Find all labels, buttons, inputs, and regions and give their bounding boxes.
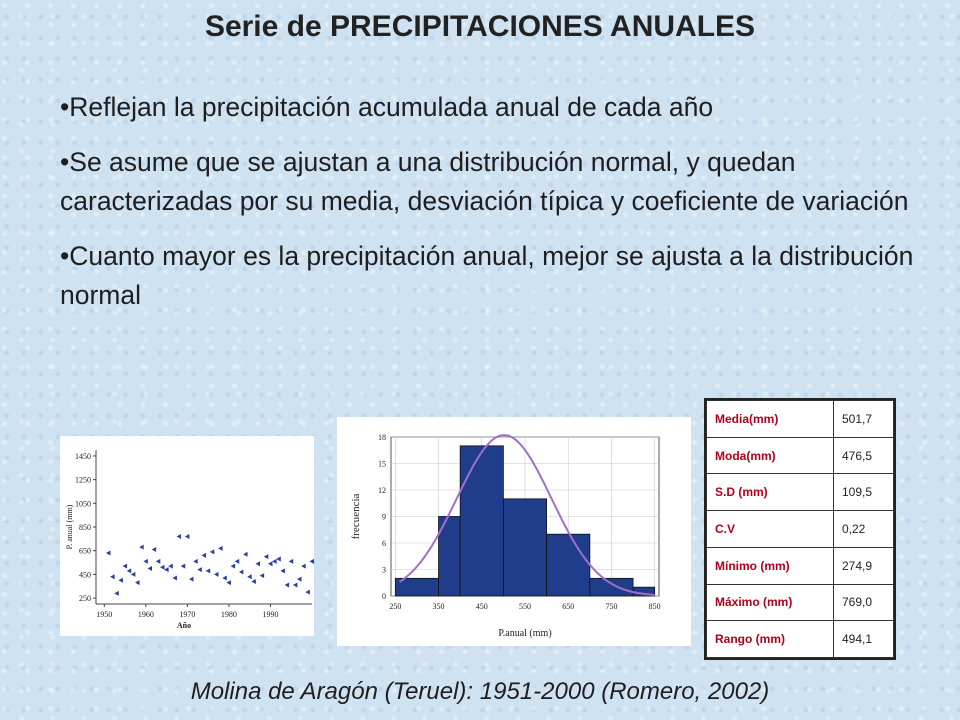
statistics-table xyxy=(704,398,896,660)
slide-title: Serie de PRECIPITACIONES ANUALES xyxy=(204,10,756,43)
y-tick-label: 1250 xyxy=(75,475,91,485)
stat-value: 476,5 xyxy=(834,437,894,474)
scatter-point xyxy=(280,568,285,573)
scatter-point xyxy=(264,554,269,559)
y-axis-label: frecuencia xyxy=(350,493,362,540)
scatter-point xyxy=(177,534,182,539)
histogram-bar xyxy=(590,578,633,596)
x-tick-label: 550 xyxy=(519,602,531,611)
x-tick-label: 450 xyxy=(475,602,488,611)
scatter-chart xyxy=(60,436,314,636)
bullet-list xyxy=(60,88,920,331)
scatter-point xyxy=(143,559,148,564)
scatter-point xyxy=(206,568,211,573)
y-tick-label: 3 xyxy=(382,565,386,575)
histogram-bar xyxy=(503,499,546,596)
stat-label: C.V xyxy=(707,511,834,548)
table-row xyxy=(707,511,894,548)
scatter-point xyxy=(256,561,261,566)
scatter-chart-panel xyxy=(60,436,314,636)
histogram-chart-panel xyxy=(337,417,691,646)
scatter-point xyxy=(210,549,215,554)
bullet-item: •Reflejan la precipitación acumulada anual de cada año xyxy=(60,92,714,122)
scatter-point xyxy=(181,564,186,569)
x-tick-label: 1970 xyxy=(179,610,196,619)
y-tick-label: 18 xyxy=(378,433,386,442)
scatter-point xyxy=(222,575,227,580)
scatter-point xyxy=(135,580,140,585)
scatter-point xyxy=(289,559,294,564)
y-tick-label: 450 xyxy=(79,570,91,580)
bullet-item: •Cuanto mayor es la precipitación anual, mejor se ajusta a la distribución normal xyxy=(60,241,914,310)
x-axis-label: Año xyxy=(176,621,192,630)
scatter-point xyxy=(131,572,136,577)
stat-value: 274,9 xyxy=(834,547,894,584)
y-tick-label: 0 xyxy=(382,592,386,601)
y-tick-label: 650 xyxy=(79,546,91,556)
histogram-bar xyxy=(460,446,503,596)
table-row xyxy=(707,584,894,621)
stat-label: Máximo (mm) xyxy=(707,584,834,621)
stat-label: Moda(mm) xyxy=(707,437,834,474)
stat-value: 501,7 xyxy=(834,401,894,438)
scatter-point xyxy=(247,574,252,579)
scatter-point xyxy=(305,590,310,595)
table-row xyxy=(707,547,894,584)
scatter-point xyxy=(231,564,236,569)
stat-value: 494,1 xyxy=(834,621,894,658)
scatter-point xyxy=(251,579,256,584)
scatter-point xyxy=(239,570,244,575)
scatter-point xyxy=(276,556,281,561)
scatter-point xyxy=(110,574,115,579)
stat-value: 769,0 xyxy=(834,584,894,621)
scatter-point xyxy=(148,566,153,571)
scatter-point xyxy=(139,545,144,550)
scatter-point xyxy=(235,559,240,564)
y-tick-label: 6 xyxy=(382,539,386,548)
x-tick-label: 750 xyxy=(605,602,618,611)
stat-label: Media(mm) xyxy=(707,401,834,438)
scatter-point xyxy=(293,583,298,588)
y-tick-label: 850 xyxy=(79,523,91,532)
stat-value: 109,5 xyxy=(834,474,894,511)
y-tick-label: 250 xyxy=(79,594,91,604)
stat-label: Mínimo (mm) xyxy=(707,547,834,584)
table-row xyxy=(707,401,894,438)
scatter-point xyxy=(118,578,123,583)
scatter-point xyxy=(310,559,315,564)
scatter-point xyxy=(214,572,219,577)
scatter-point xyxy=(268,561,273,566)
scatter-point xyxy=(189,577,194,582)
scatter-point xyxy=(301,564,306,569)
scatter-point xyxy=(164,567,169,572)
scatter-point xyxy=(297,577,302,582)
histogram-bar xyxy=(547,534,590,596)
table-row xyxy=(707,621,894,658)
bullet-item: •Se asume que se ajustan a una distribución normal, y quedan caracterizadas por su media, desviación típica y coeficiente de variación xyxy=(60,147,909,216)
y-tick-label: 15 xyxy=(378,459,386,469)
x-tick-label: 650 xyxy=(562,602,575,611)
y-tick-label: 12 xyxy=(378,486,386,495)
scatter-point xyxy=(260,573,265,578)
scatter-point xyxy=(114,591,119,596)
x-tick-label: 850 xyxy=(648,602,661,611)
x-tick-label: 1980 xyxy=(220,610,237,619)
table-row xyxy=(707,437,894,474)
scatter-point xyxy=(156,559,161,564)
x-tick-label: 350 xyxy=(432,602,445,611)
y-tick-label: 1050 xyxy=(75,499,91,509)
x-axis-label: P.anual (mm) xyxy=(498,628,552,639)
table-row xyxy=(707,474,894,511)
slide-caption: Molina de Aragón (Teruel): 1951-2000 (Romero, 2002) xyxy=(190,678,770,705)
y-axis-label: P. anual (mm) xyxy=(65,504,74,550)
scatter-point xyxy=(202,553,207,558)
y-tick-label: 1450 xyxy=(75,451,91,461)
x-tick-label: 250 xyxy=(389,602,402,611)
scatter-point xyxy=(172,575,177,580)
x-tick-label: 1960 xyxy=(137,610,154,619)
scatter-point xyxy=(168,564,173,569)
scatter-point xyxy=(123,564,128,569)
scatter-point xyxy=(197,567,202,572)
scatter-point xyxy=(127,568,132,573)
scatter-point xyxy=(152,547,157,552)
stat-value: 0,22 xyxy=(834,511,894,548)
stat-label: Rango (mm) xyxy=(707,621,834,658)
scatter-point xyxy=(193,559,198,564)
scatter-point xyxy=(272,559,277,564)
scatter-point xyxy=(243,552,248,557)
scatter-point xyxy=(185,534,190,539)
stat-label: S.D (mm) xyxy=(707,474,834,511)
histogram-chart xyxy=(337,417,691,646)
scatter-point xyxy=(226,580,231,585)
x-tick-label: 1950 xyxy=(96,610,113,619)
scatter-point xyxy=(218,546,223,551)
x-tick-label: 1990 xyxy=(262,610,279,619)
y-tick-label: 9 xyxy=(382,512,386,522)
scatter-point xyxy=(106,551,111,556)
scatter-point xyxy=(160,565,165,570)
scatter-point xyxy=(285,583,290,588)
